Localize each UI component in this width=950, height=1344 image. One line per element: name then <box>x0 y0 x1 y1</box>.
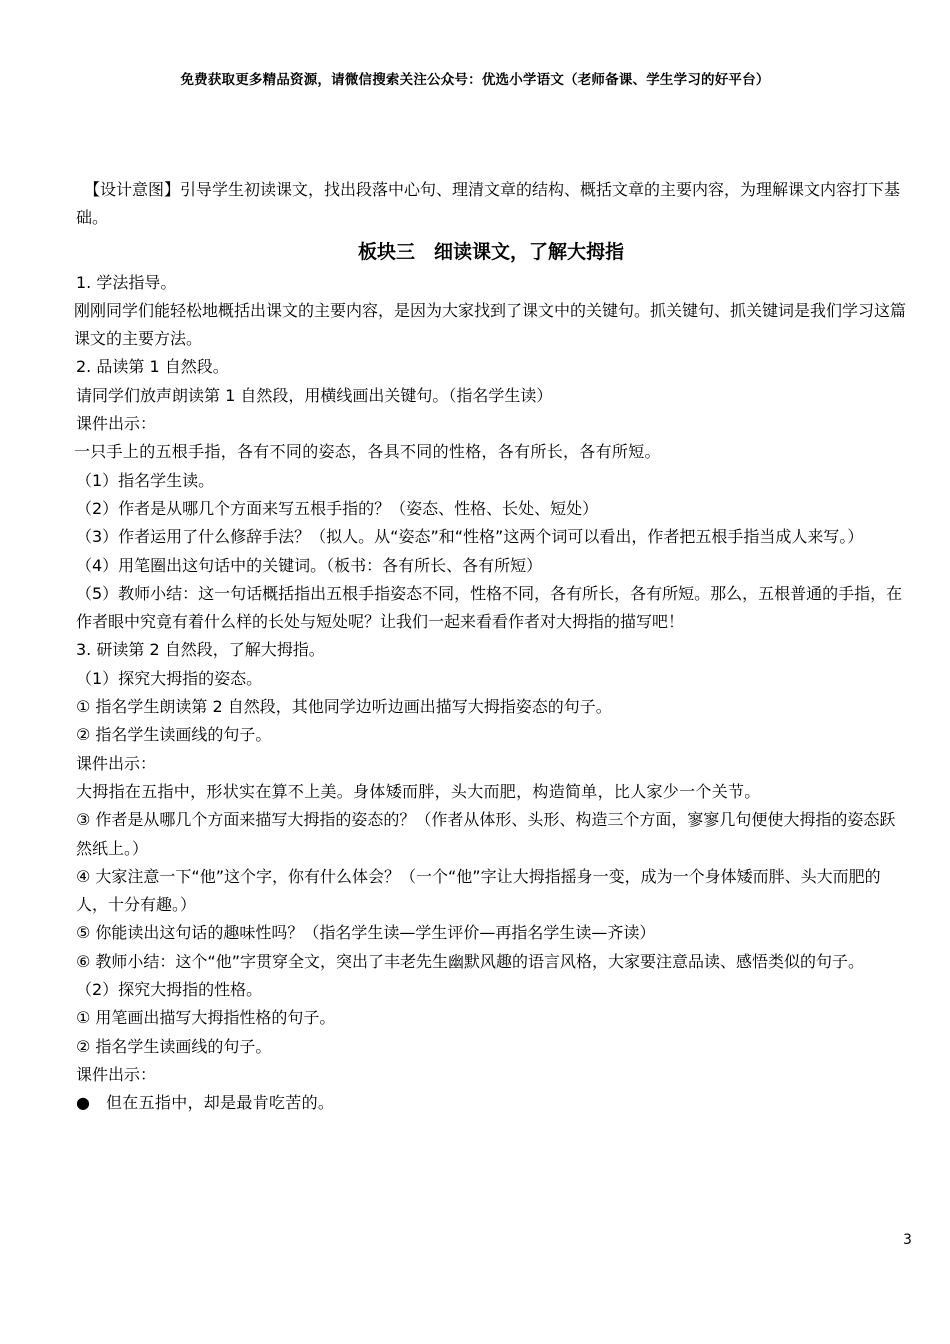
line-q5: （5）教师小结：这一句话概括指出五根手指姿态不同，性格不同，各有所长，各有所短。那么，五根普通的手指，在作者眼中究竟有着什么样的长处与短处呢？让我们一起来看看作者对大拇指的描写吧！ <box>76 583 903 632</box>
line-courseware-3: 课件出示： <box>76 1064 157 1084</box>
bullet-text: 但在五指中，却是最肯吃苦的。 <box>106 1093 335 1113</box>
line-q2: （2）作者是从哪几个方面来写五根手指的？（姿态、性格、长处、短处） <box>76 498 599 518</box>
line-q1: （1）指名学生读。 <box>76 470 215 490</box>
line-posture-2: ② 指名学生读画线的句子。 <box>76 725 272 745</box>
line-q4: （4）用笔圈出这句话中的关键词。（板书：各有所长、各有所短） <box>76 555 543 575</box>
page-number: 3 <box>903 1232 912 1248</box>
line-courseware-1: 课件出示： <box>76 414 157 434</box>
design-intent-paragraph: 【设计意图】引导学生初读课文，找出段落中心句、理清文章的结构、概括文章的主要内容，为理解课文内容打下基础。 <box>76 180 901 228</box>
line-posture-5: ⑤ 你能读出这句话的趣味性吗？（指名学生读—学生评价—再指名学生读—齐读） <box>76 923 656 943</box>
bullet-icon: ● <box>76 1093 90 1113</box>
line-posture-1: ① 指名学生朗读第 2 自然段，其他同学边听边画出描写大拇指姿态的句子。 <box>76 697 612 717</box>
page-header: 免费获取更多精品资源，请微信搜索关注公众号：优选小学语文（老师备课、学生学习的好平台） <box>180 72 770 88</box>
line-q3-text: （3）作者运用了什么修辞手法？（拟人。从“姿态”和“性格”这两个词可以看出，作者把五根手指当成人来写。） <box>76 527 864 547</box>
line-courseware-2: 课件出示： <box>76 753 157 773</box>
line-study-method-body: 刚刚同学们能轻松地概括出课文的主要内容，是因为大家找到了课文中的关键句。抓关键句、抓关键词是我们学习这篇课文的主要方法。 <box>74 300 907 349</box>
line-character-1: ① 用笔画出描写大拇指性格的句子。 <box>76 1008 336 1028</box>
line-read-aloud: 请同学们放声朗读第 1 自然段，用横线画出关键句。（指名学生读） <box>76 385 553 405</box>
bullet-item <box>76 1089 906 1117</box>
line-posture-4: ④ 大家注意一下“他”这个字，你有什么体会？（一个“他”字让大拇指摇身一变，成为一个身体矮而胖、头大而肥的人，十分有趣。） <box>76 866 881 915</box>
line-read-paragraph-1: 2. 品读第 1 自然段。 <box>76 357 229 377</box>
line-q3 <box>0 523 906 551</box>
line-character: （2）探究大拇指的性格。 <box>76 980 263 1000</box>
line-study-paragraph-2: 3. 研读第 2 自然段，了解大拇指。 <box>76 640 325 660</box>
line-study-method: 1. 学法指导。 <box>76 272 177 292</box>
line-posture: （1）探究大拇指的姿态。 <box>76 668 263 688</box>
line-quote-2: 大拇指在五指中，形状实在算不上美。身体矮而胖，头大而肥，构造简单，比人家少一个关节。 <box>76 781 761 801</box>
document-body <box>76 176 906 1118</box>
line-posture-6: ⑥ 教师小结：这个“他”字贯穿全文，突出了丰老先生幽默风趣的语言风格，大家要注意品读、感悟类似的句子。 <box>76 951 865 971</box>
line-posture-3: ③ 作者是从哪几个方面来描写大拇指的姿态的？（作者从体形、头形、构造三个方面，寥寥几句便使大拇指的姿态跃然纸上。） <box>76 810 896 858</box>
line-character-2: ② 指名学生读画线的句子。 <box>76 1036 272 1056</box>
section-title: 板块三 细读课文，了解大拇指 <box>357 240 624 263</box>
line-quote-1: 一只手上的五根手指，各有不同的姿态，各具不同的性格，各有所长，各有所短。 <box>74 442 661 462</box>
